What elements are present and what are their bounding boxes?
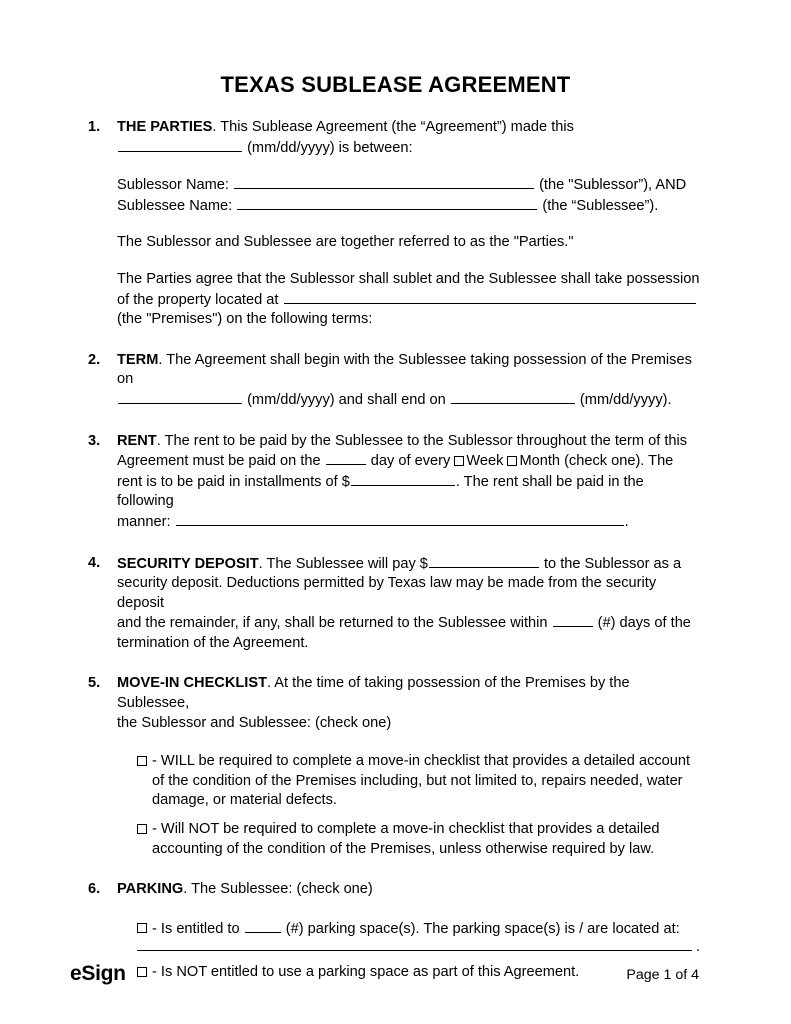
parking-space-count-field[interactable] — [245, 919, 281, 933]
clause-text: . The Agreement shall begin with the Sublessee taking possession of the Premises on — [117, 351, 692, 388]
checkbox-rent-week[interactable] — [454, 456, 464, 466]
clause-heading: TERM — [117, 351, 159, 368]
checkbox-checklist-will[interactable] — [137, 756, 147, 766]
date-blank-field[interactable] — [118, 138, 242, 152]
premises-possession-block — [88, 270, 700, 330]
sublessee-suffix: (the “Sublessee”). — [542, 197, 659, 214]
parties-definition-line: The Sublessor and Sublessee are together referred to as the "Parties." — [117, 234, 574, 251]
rent-manner-field[interactable] — [176, 512, 624, 526]
clause-text: . At the time of taking possession of the Premises by the Sublessee, — [117, 675, 630, 712]
clause-rent — [88, 432, 700, 533]
clause-move-in-checklist — [88, 674, 700, 733]
clause-number: 5. — [88, 675, 101, 692]
page-title: TEXAS SUBLEASE AGREEMENT — [220, 72, 571, 97]
parking-location-period: . — [695, 938, 700, 955]
security-deposit-amount-field[interactable] — [429, 554, 539, 568]
deposit-return-days-field[interactable] — [553, 613, 593, 627]
clause-text: . The Sublessee: (check one) — [183, 881, 373, 898]
clause-number: 6. — [88, 881, 101, 898]
parking-entitled-prefix: - Is entitled to — [152, 920, 240, 937]
rent-day-field[interactable] — [326, 451, 366, 465]
deposit-line-3-suffix: (#) days of the — [597, 615, 691, 632]
parking-location-field-row — [137, 939, 700, 954]
rent-manner-period: . — [624, 513, 629, 530]
clause-text: . The Sublessee will pay $ — [258, 555, 428, 572]
sublessor-name-field[interactable] — [234, 175, 534, 189]
clause-heading: THE PARTIES — [117, 119, 213, 135]
page-footer — [0, 954, 791, 1024]
clause-heading: SECURITY DEPOSIT — [117, 555, 259, 572]
checklist-option-will[interactable] — [137, 752, 700, 811]
checkbox-rent-month[interactable] — [507, 456, 517, 466]
rent-installment-suffix: . The rent shall be paid in the following — [117, 473, 644, 510]
clause-text: . The rent to be paid by the Sublessee to the Sublessor throughout the term of this — [156, 432, 688, 449]
sublessor-name-label: Sublessor Name: — [117, 177, 229, 194]
checklist-option-will-not-label: - Will NOT be required to complete a move-in checklist that provides a detailed accounting of the condition of the Premises, unless otherwise required by law. — [152, 821, 660, 857]
clause-number: 3. — [88, 432, 101, 449]
rent-manner-label: manner: — [117, 513, 171, 530]
checklist-option-will-label: - WILL be required to complete a move-in checklist that provides a detailed account of the condition of the Premises including, but not limited to, repairs needed, water damage, or material defects. — [152, 753, 691, 809]
page-number: Page 1 of 4 — [626, 967, 699, 983]
checklist-instruction: the Sublessor and Sublessee: (check one) — [117, 714, 392, 731]
clause-security-deposit — [88, 554, 700, 654]
sublessor-suffix: (the "Sublessor”), AND — [539, 177, 687, 194]
clause-number: 2. — [88, 351, 101, 368]
checkbox-checklist-will-not[interactable] — [137, 824, 147, 834]
possession-line-1: The Parties agree that the Sublessor shall sublet and the Sublessee shall take possession — [117, 270, 700, 287]
clause-heading: PARKING — [117, 881, 184, 898]
possession-line-2: of the property located at — [117, 291, 279, 308]
clause-text: . This Sublease Agreement (the “Agreement”) made this — [212, 119, 574, 135]
clause-the-parties — [88, 118, 700, 158]
sublessee-name-field[interactable] — [237, 196, 537, 210]
term-start-format: (mm/dd/yyyy) and shall end on — [247, 391, 446, 408]
clause-number: 4. — [88, 554, 101, 571]
clause-term — [88, 351, 700, 411]
parking-option-entitled[interactable] — [137, 919, 700, 940]
esign-logo: eSign — [70, 962, 126, 985]
term-end-date-field[interactable] — [451, 390, 575, 404]
clause-number: 1. — [88, 119, 101, 135]
parties-names-block — [88, 175, 700, 216]
document-body — [88, 118, 700, 983]
clause-heading: RENT — [117, 432, 157, 449]
parking-entitled-suffix: (#) parking space(s). The parking space(s) is / are located at: — [285, 920, 680, 937]
checklist-option-will-not[interactable] — [137, 820, 700, 859]
clause-date-format: (mm/dd/yyyy) is between: — [247, 139, 413, 156]
possession-line-3: (the "Premises") on the following terms: — [117, 311, 373, 328]
clause-heading: MOVE-IN CHECKLIST — [117, 675, 267, 692]
sublessee-name-label: Sublessee Name: — [117, 197, 233, 214]
rent-day-suffix: day of every — [370, 453, 451, 470]
move-in-checklist-options — [88, 752, 700, 859]
deposit-line-3: and the remainder, if any, shall be returned to the Sublessee within — [117, 615, 548, 632]
rent-month-label: Month — [519, 453, 560, 470]
property-address-field[interactable] — [284, 290, 696, 304]
parking-location-field[interactable] — [137, 950, 692, 951]
deposit-line-4: termination of the Agreement. — [117, 634, 309, 651]
clause-parking — [88, 880, 700, 900]
parking-not-entitled-label: - Is NOT entitled to use a parking space as part of this Agreement. — [152, 964, 580, 981]
deposit-line-2: security deposit. Deductions permitted by Texas law may be made from the security deposit — [117, 575, 657, 611]
deposit-line-1-suffix: to the Sublessor as a — [543, 555, 682, 572]
rent-week-label: Week — [466, 453, 504, 470]
rent-amount-field[interactable] — [351, 472, 455, 486]
term-end-format: (mm/dd/yyyy). — [579, 391, 672, 408]
term-start-date-field[interactable] — [118, 390, 242, 404]
rent-installment-prefix: rent is to be paid in installments of $ — [117, 473, 350, 490]
rent-day-prefix: Agreement must be paid on the — [117, 453, 321, 470]
rent-check-one: (check one). The — [564, 453, 674, 470]
checkbox-parking-entitled[interactable] — [137, 923, 147, 933]
